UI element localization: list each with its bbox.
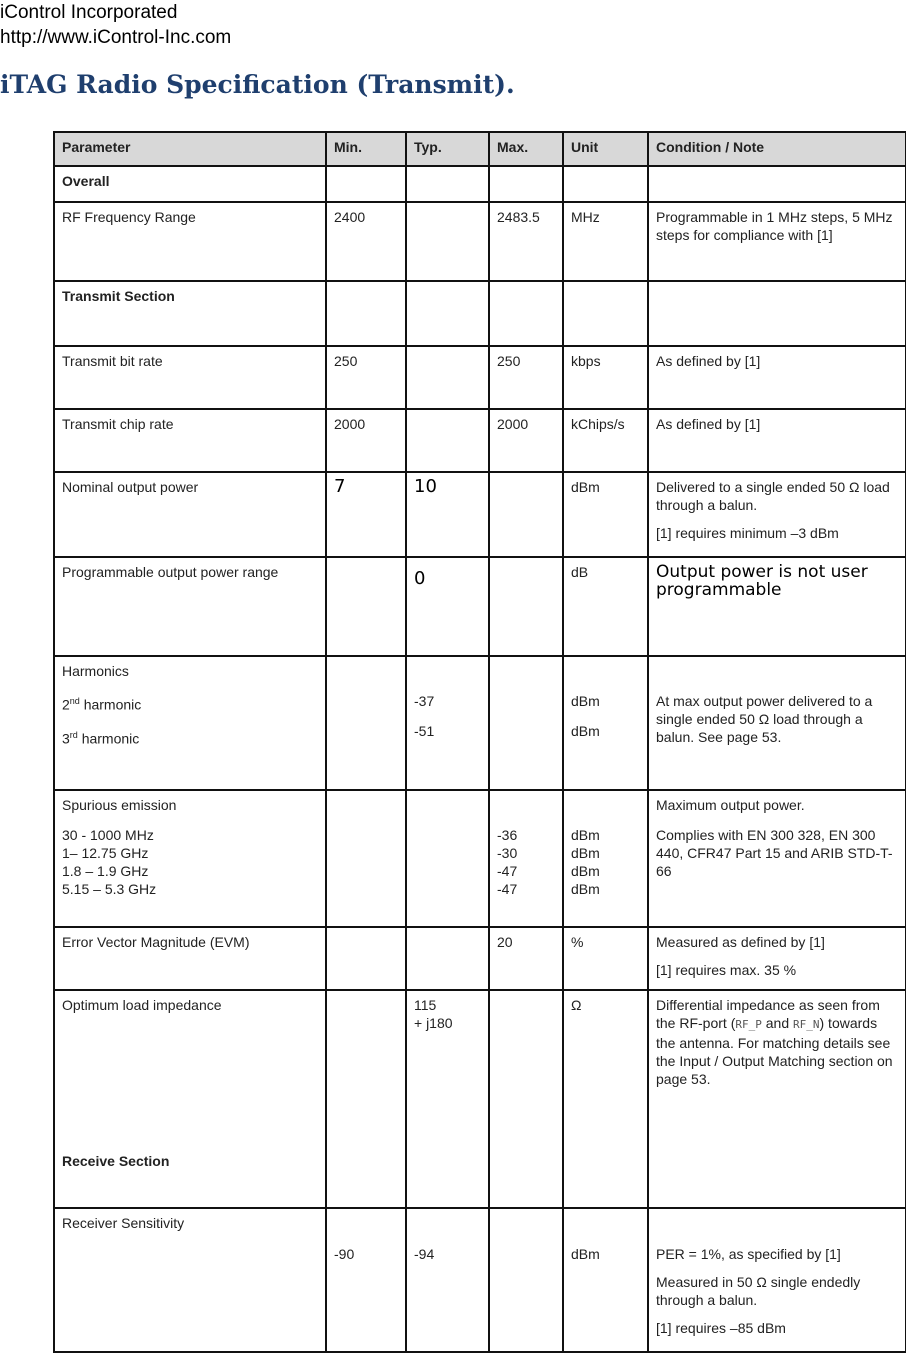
row-rx-parameter: Receiver Sensitivity [54, 1208, 326, 1352]
row-impedance-typ-1: 115 [414, 997, 437, 1013]
row-harmonics-note-text: At max output power delivered to a single ended 50 Ω load through a balun. See page 53. [656, 693, 873, 745]
table-row [54, 202, 906, 281]
row-evm-parameter: Error Vector Magnitude (EVM) [54, 927, 326, 990]
row-chiprate-parameter: Transmit chip rate [54, 409, 326, 472]
row-progpower-note: Output power is not user programmable [648, 557, 906, 656]
row-impedance-note-post: ) towards the antenna. For matching details see the Input / Output Matching section on page 53. [656, 1015, 893, 1087]
row-spurious-note-2: Complies with EN 300 328, EN 300 440, CFR47 Part 15 and ARIB STD-T-66 [656, 827, 893, 879]
row-progpower-typ: 0 [406, 557, 489, 656]
row-spurious-label: Spurious emission [62, 797, 177, 813]
row-harmonics-typ-2nd: -37 [414, 693, 435, 709]
row-rx-unit: dBm [563, 1208, 648, 1352]
row-power-parameter: Nominal output power [54, 472, 326, 557]
row-spurious-unit-1: dBm [571, 827, 600, 843]
company-url: http://www.iControl-Inc.com [0, 27, 232, 48]
row-impedance-note [648, 990, 906, 1208]
row-power-typ: 10 [406, 472, 489, 557]
row-overall-parameter: Overall [54, 166, 326, 202]
row-harmonics-typ [406, 656, 489, 790]
row-rx-note-2: Measured in 50 Ω single endedly through a balun. [656, 1274, 861, 1308]
row-progpower-parameter: Programmable output power range [54, 557, 326, 656]
row-evm-note [648, 927, 906, 990]
row-bitrate-max: 250 [489, 346, 563, 409]
row-receive-section: Receive Section [62, 1153, 170, 1169]
spec-table [53, 131, 906, 1353]
row-spurious-note [648, 790, 906, 927]
row-chiprate-min: 2000 [326, 409, 406, 472]
row-spurious-unit-2: dBm [571, 845, 600, 861]
table-row [54, 557, 906, 656]
row-impedance-typ-2: + j180 [414, 1015, 453, 1031]
row-spurious-max [489, 790, 563, 927]
header-min: Min. [326, 132, 406, 166]
row-chiprate-note: As defined by [1] [648, 409, 906, 472]
row-spurious-range-2: 1– 12.75 GHz [62, 845, 149, 861]
company-name: iControl Incorporated [0, 2, 178, 23]
row-spurious-unit-4: dBm [571, 881, 600, 897]
row-spurious-max-1: -36 [497, 827, 518, 843]
row-power-min: 7 [326, 472, 406, 557]
row-evm-unit: % [563, 927, 648, 990]
table-row [54, 927, 906, 990]
row-transmit-section: Transmit Section [54, 281, 326, 346]
row-impedance-note-and: and [761, 1015, 793, 1031]
row-harmonics-typ-3rd: -51 [414, 723, 435, 739]
row-evm-note-2: [1] requires max. 35 % [656, 962, 797, 978]
row-rx-typ: -94 [406, 1208, 489, 1352]
row-evm-max: 20 [489, 927, 563, 990]
row-harmonics-3rd: 3rd harmonic [62, 729, 140, 747]
row-power-note-2: [1] requires minimum –3 dBm [656, 525, 839, 541]
table-row [54, 409, 906, 472]
row-rf-unit: MHz [563, 202, 648, 281]
row-rf-note: Programmable in 1 MHz steps, 5 MHz steps for compliance with [1] [648, 202, 906, 281]
header-parameter: Parameter [54, 132, 326, 166]
row-bitrate-note: As defined by [1] [648, 346, 906, 409]
row-impedance-typ [406, 990, 489, 1208]
table-row [54, 281, 906, 346]
row-power-unit: dBm [563, 472, 648, 557]
row-power-note [648, 472, 906, 557]
row-spurious-unit [563, 790, 648, 927]
table-row [54, 346, 906, 409]
row-harmonics-2nd: 2nd harmonic [62, 696, 142, 713]
row-spurious-max-3: -47 [497, 863, 518, 879]
table-header-row [54, 132, 906, 166]
row-spurious-range-4: 5.15 – 5.3 GHz [62, 881, 157, 897]
table-row [54, 990, 906, 1208]
ordinal-suffix: nd [69, 696, 80, 706]
table-row [54, 472, 906, 557]
row-harmonics-unit-3rd: dBm [571, 723, 600, 739]
header-max: Max. [489, 132, 563, 166]
row-impedance-note-pre: Differential impedance as seen from the RF-port ( [656, 997, 880, 1031]
row-impedance-unit: Ω [563, 990, 648, 1208]
row-impedance-parameter [54, 990, 326, 1208]
table-row [54, 656, 906, 790]
row-spurious-unit-3: dBm [571, 863, 600, 879]
row-spurious-parameter [54, 790, 326, 927]
row-chiprate-max: 2000 [489, 409, 563, 472]
row-rx-note-3: [1] requires –85 dBm [656, 1320, 786, 1336]
header-unit: Unit [563, 132, 648, 166]
row-rx-min: -90 [326, 1208, 406, 1352]
rf-n-label: RF_N [793, 1018, 820, 1031]
row-bitrate-unit: kbps [563, 346, 648, 409]
row-harmonics-note [648, 656, 906, 790]
row-rf-parameter: RF Frequency Range [54, 202, 326, 281]
row-evm-note-1: Measured as defined by [1] [656, 934, 825, 950]
row-rf-min: 2400 [326, 202, 406, 281]
row-bitrate-min: 250 [326, 346, 406, 409]
row-chiprate-unit: kChips/s [563, 409, 648, 472]
header-typ: Typ. [406, 132, 489, 166]
rf-p-label: RF_P [735, 1018, 762, 1031]
table-row [54, 790, 906, 927]
document-title: iTAG Radio Specification (Transmit). [0, 70, 515, 99]
row-spurious-note-1: Maximum output power. [656, 797, 805, 813]
row-spurious-max-2: -30 [497, 845, 518, 861]
row-bitrate-parameter: Transmit bit rate [54, 346, 326, 409]
row-rx-note-1: PER = 1%, as specified by [1] [656, 1246, 841, 1262]
row-spurious-range-1: 30 - 1000 MHz [62, 827, 154, 843]
row-impedance-label: Optimum load impedance [62, 997, 222, 1013]
row-spurious-max-4: -47 [497, 881, 518, 897]
row-harmonics-unit-2nd: dBm [571, 693, 600, 709]
ordinal-suffix: rd [69, 729, 78, 740]
row-rf-max: 2483.5 [489, 202, 563, 281]
row-harmonics-unit [563, 656, 648, 790]
table-row [54, 1208, 906, 1352]
row-harmonics-label: Harmonics [62, 663, 129, 679]
row-power-note-1: Delivered to a single ended 50 Ω load through a balun. [656, 479, 890, 513]
table-row [54, 166, 906, 202]
header-condition: Condition / Note [648, 132, 906, 166]
row-spurious-range-3: 1.8 – 1.9 GHz [62, 863, 149, 879]
row-harmonics-parameter [54, 656, 326, 790]
row-progpower-unit: dB [563, 557, 648, 656]
row-rx-note [648, 1208, 906, 1352]
